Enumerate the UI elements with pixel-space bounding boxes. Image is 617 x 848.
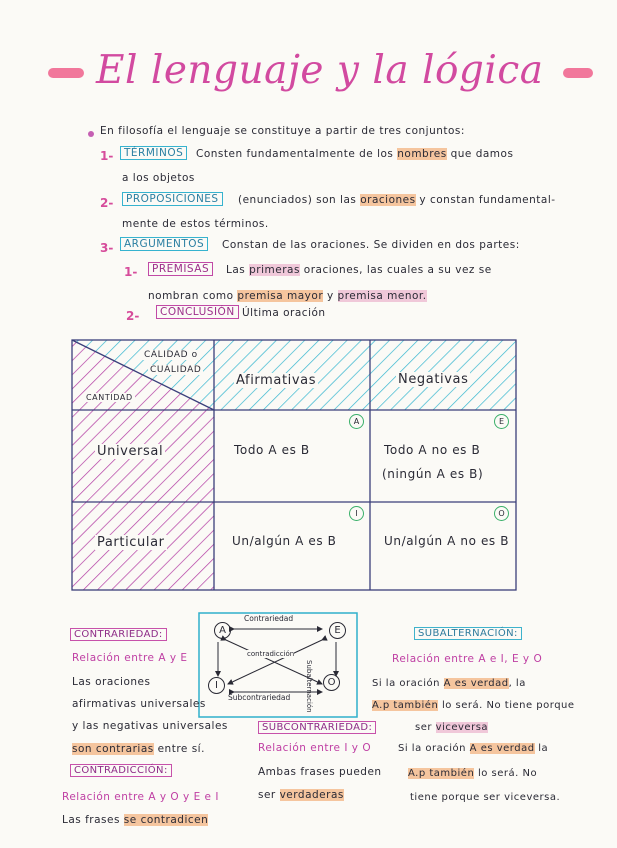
item-3-number: 3- — [100, 241, 114, 255]
subalternacion-line5: A.p también lo será. No — [408, 768, 538, 779]
subitem-2-label: CONCLUSIÓN — [156, 305, 239, 319]
square-a: A — [214, 622, 231, 639]
column-header-affirmative: Afirmativas — [236, 373, 317, 388]
cell-o: Un/algún A no es B — [384, 534, 510, 548]
item-3-label: ARGUMENTOS — [120, 237, 208, 251]
subitem-1-label: PREMISAS — [148, 262, 213, 276]
row-header-particular: Particular — [97, 535, 165, 550]
contrariedad-line4: son contrarias entre sí. — [72, 743, 205, 755]
cell-i: Un/algún A es B — [232, 534, 337, 548]
item-2-line1: (enunciados) son las oraciones y constan fundamental- — [238, 194, 556, 206]
contrariedad-line2: afirmativas universales — [72, 698, 206, 710]
contradiccion-def: Relación entre A y O y E e I — [62, 791, 219, 803]
subalternacion-line2: A.p también lo será. No tiene porque — [372, 700, 575, 711]
subcontrariedad-line2: ser verdaderas — [258, 789, 344, 801]
subitem-1-number: 1- — [124, 265, 138, 279]
item-1-label: TÉRMINOS — [120, 146, 187, 160]
subitem-2-number: 2- — [126, 309, 140, 323]
subalternacion-line4: Si la oración A es verdad la — [398, 743, 549, 754]
contradiccion-label: CONTRADICCIÓN: — [70, 764, 172, 777]
item-3-line1: Constan de las oraciones. Se dividen en dos partes: — [222, 239, 520, 251]
bullet-icon — [88, 131, 94, 137]
subalternacion-label: SUBALTERNACIÓN: — [414, 627, 522, 640]
square-o: O — [323, 674, 340, 691]
square-e: E — [329, 622, 346, 639]
subcontrariedad-def: Relación entre I y O — [258, 742, 372, 754]
item-1-number: 1- — [100, 149, 114, 163]
square-top-label: Contrariedad — [244, 614, 294, 623]
contrariedad-line3: y las negativas universales — [72, 720, 228, 732]
page-title: El lenguaje y la lógica — [96, 48, 544, 93]
square-bottom-label: Subcontrariedad — [228, 693, 291, 702]
item-2-number: 2- — [100, 196, 114, 210]
cell-a: Todo A es B — [234, 443, 310, 457]
square-i: I — [208, 677, 225, 694]
contrariedad-def: Relación entre A y E — [72, 652, 188, 664]
contrariedad-label: CONTRARIEDAD: — [70, 628, 167, 641]
subcontrariedad-label: SUBCONTRARIEDAD: — [258, 721, 376, 734]
corner-quantity: CANTIDAD — [86, 393, 133, 402]
subcontrariedad-line1: Ambas frases pueden — [258, 766, 382, 778]
marker-o: O — [494, 506, 509, 521]
marker-e: E — [494, 414, 509, 429]
item-1-line2: a los objetos — [122, 172, 195, 184]
item-1-line1: Consten fundamentalmente de los nombres que damos — [196, 148, 514, 160]
item-2-line2: mente de estos términos. — [122, 218, 269, 230]
subalternacion-line6: tiene porque ser viceversa. — [410, 792, 561, 803]
cell-e-line1: Todo A no es B — [384, 443, 481, 457]
intro-text: En filosofía el lenguaje se constituye a partir de tres conjuntos: — [100, 125, 465, 137]
marker-a: A — [349, 414, 364, 429]
contradiccion-line: Las frases se contradicen — [62, 814, 209, 826]
marker-i: I — [349, 506, 364, 521]
corner-quality-top: CALIDAD o — [144, 350, 198, 360]
row-header-universal: Universal — [97, 444, 164, 459]
subitem-2-text: Última oración — [242, 307, 326, 319]
contrariedad-line1: Las oraciones — [72, 676, 151, 688]
subitem-1-line1: Las primeras oraciones, las cuales a su vez se — [226, 264, 492, 276]
subitem-1-line2: nombran como premisa mayor y premisa menor. — [148, 290, 427, 302]
subalternacion-line3: ser viceversa — [415, 722, 489, 733]
column-header-negative: Negativas — [398, 372, 469, 387]
corner-quality-mid: CUALIDAD — [150, 365, 202, 375]
title-bar-left — [48, 68, 84, 78]
square-right-label: Subalternación — [305, 660, 313, 713]
item-2-label: PROPOSICIONES — [122, 192, 223, 206]
subalternacion-line1: Si la oración A es verdad, la — [372, 678, 526, 689]
square-middle-label: contradicción — [247, 650, 295, 658]
subalternacion-def: Relación entre A e I, E y O — [392, 653, 543, 665]
cell-e-line2: (ningún A es B) — [382, 467, 484, 481]
title-bar-right — [563, 68, 593, 78]
